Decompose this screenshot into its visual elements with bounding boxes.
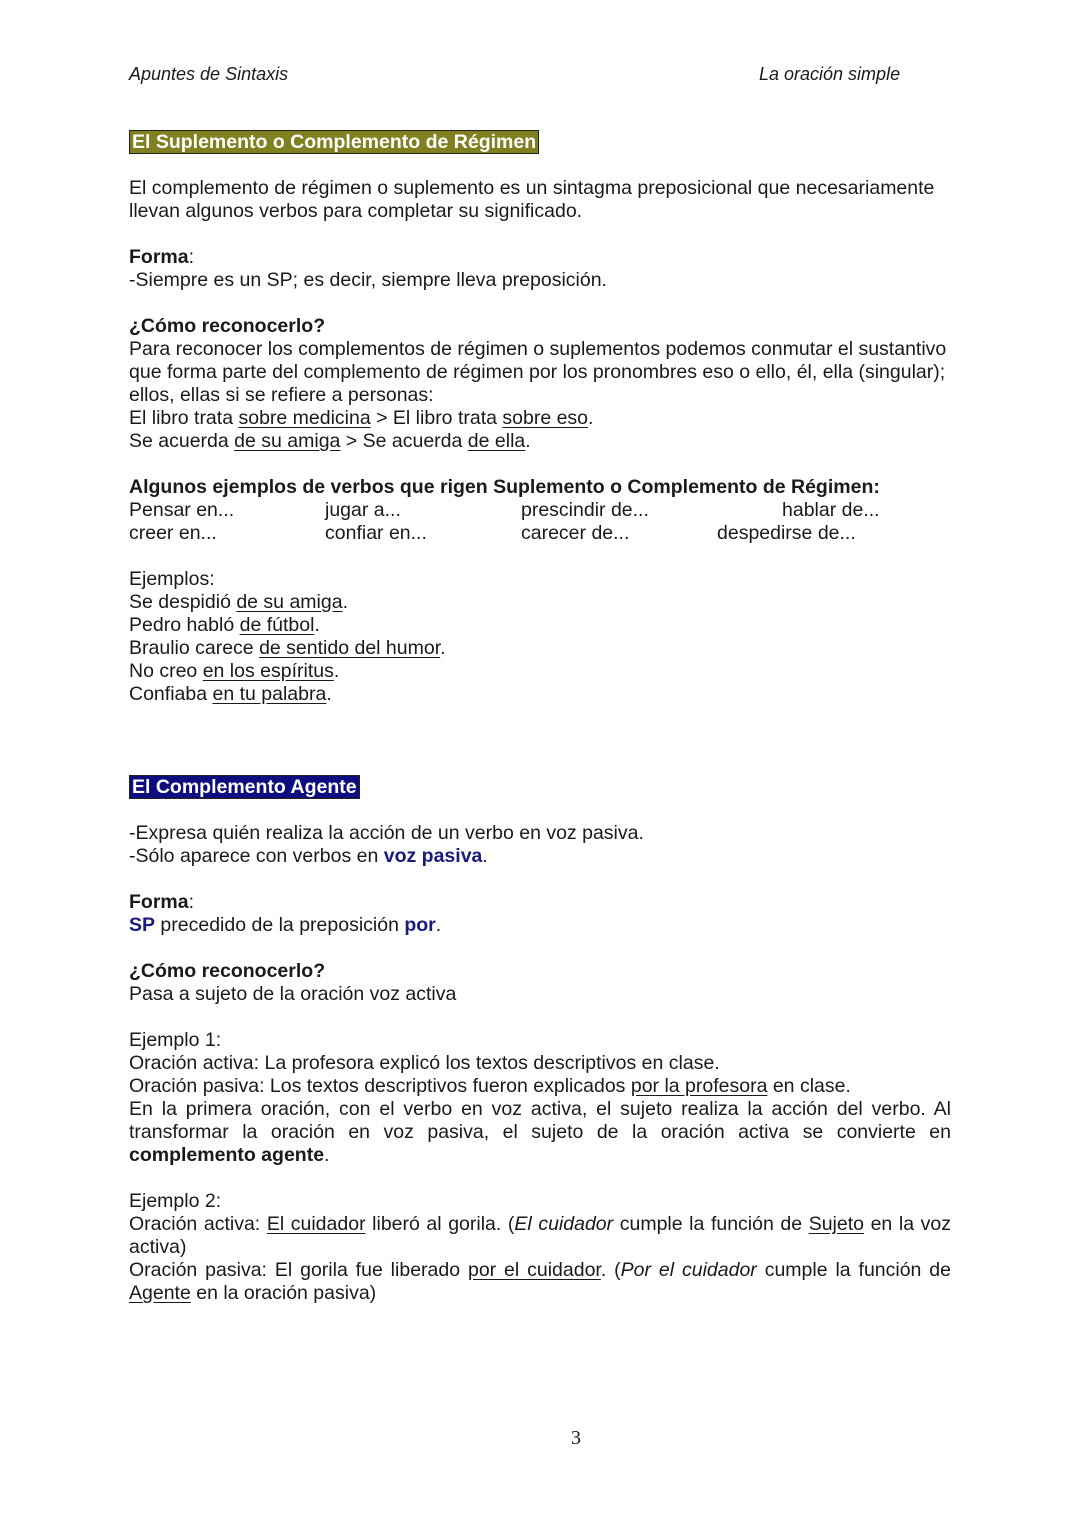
text: En la primera oración, con el verbo en voz activa, el sujeto realiza la acción del verbo. Al transformar la oración en voz pasiva, el sujeto de la oración activa se convierte en [129, 1098, 951, 1143]
section-title-suplemento: El Suplemento o Complemento de Régimen [129, 130, 539, 154]
forma-line: Forma: [129, 246, 195, 268]
text: . [482, 845, 488, 867]
ejemplo1-label: Ejemplo 1: [129, 1029, 222, 1051]
text: . [588, 407, 594, 429]
italic-text: Por el cuidador [620, 1259, 757, 1281]
text: . [435, 914, 442, 936]
verb-item: hablar de... [782, 499, 880, 521]
section-title-agente: El Complemento Agente [129, 775, 360, 799]
forma-label: Forma [129, 246, 189, 268]
suplemento-intro: El complemento de régimen o suplemento es un sintagma preposicional que necesariamente llevan algunos verbos para completar su significado. [129, 177, 935, 222]
reconocer-label: ¿Cómo reconocerlo? [129, 960, 326, 982]
italic-text: El cuidador [514, 1213, 614, 1235]
text: Confiaba [129, 683, 213, 705]
text: precedido de la preposición [155, 914, 405, 936]
text: Oración pasiva: El gorila fue liberado [129, 1259, 468, 1281]
text: liberó al gorila. ( [365, 1213, 515, 1235]
text: . [525, 430, 531, 452]
ejemplo-line [129, 591, 951, 614]
underlined-text: de su amiga [236, 591, 343, 613]
forma-text [129, 914, 951, 937]
underlined-text: sobre medicina [238, 407, 371, 429]
text: El libro trata [129, 407, 239, 429]
verb-item: carecer de... [521, 522, 630, 544]
reconocer-label: ¿Cómo reconocerlo? [129, 315, 326, 337]
agente-line2 [129, 845, 951, 868]
example-line [129, 407, 951, 430]
verb-item: jugar a... [325, 499, 401, 521]
text: en la oración pasiva) [190, 1282, 377, 1304]
verb-item: Pensar en... [129, 499, 235, 521]
text: Pedro habló [129, 614, 240, 636]
forma-text: -Siempre es un SP; es decir, siempre lleva preposición. [129, 269, 607, 291]
document-body [129, 130, 951, 1305]
text: Se despidió [129, 591, 237, 613]
underlined-text: Agente [129, 1282, 191, 1304]
ejemplo1-activa: Oración activa: La profesora explicó los textos descriptivos en clase. [129, 1052, 720, 1074]
example-line [129, 430, 951, 453]
text: cumple la función de [756, 1259, 951, 1281]
ejemplo-line [129, 683, 951, 706]
text: -Sólo aparece con verbos en [129, 845, 384, 867]
underlined-text: de fútbol [239, 614, 315, 636]
verbs-title: Algunos ejemplos de verbos que rigen Suplemento o Complemento de Régimen: [129, 476, 880, 498]
underlined-text: por el cuidador [467, 1259, 601, 1281]
ejemplo-line [129, 637, 951, 660]
underlined-text: de sentido del humor [259, 637, 441, 659]
ejemplo2-activa [129, 1213, 951, 1259]
highlight-text: por [404, 914, 436, 936]
ejemplo2-label: Ejemplo 2: [129, 1190, 222, 1212]
reconocer-text: Para reconocer los complementos de régimen o suplementos podemos conmutar el sustantivo que forma parte del complemento de régimen por los pronombres eso o ello, él, ella (singular); ellos, ellas si se refiere a personas: [129, 338, 947, 406]
verbs-grid [129, 499, 951, 545]
text: > Se acuerda [340, 430, 468, 452]
verb-item: despedirse de... [717, 522, 856, 544]
underlined-text: en tu palabra [212, 683, 327, 705]
forma-line: Forma: [129, 891, 195, 913]
ejemplo-line [129, 614, 951, 637]
highlight-text: voz pasiva [383, 845, 483, 867]
reconocer-text: Pasa a sujeto de la oración voz activa [129, 983, 457, 1005]
underlined-text: El cuidador [266, 1213, 366, 1235]
text: Se acuerda [129, 430, 235, 452]
text: Oración pasiva: Los textos descriptivos fueron explicados [129, 1075, 631, 1097]
verb-item: creer en... [129, 522, 217, 544]
text: . ( [600, 1259, 621, 1281]
text: Braulio carece [129, 637, 260, 659]
text: . [314, 614, 320, 636]
header-left: Apuntes de Sintaxis [129, 64, 289, 84]
text: . [440, 637, 446, 659]
text: Oración activa: [129, 1213, 267, 1235]
ejemplos-label: Ejemplos: [129, 568, 215, 590]
ejemplo1-pasiva [129, 1075, 951, 1098]
highlight-text: SP [129, 914, 156, 936]
verb-item: confiar en... [325, 522, 427, 544]
forma-label: Forma [129, 891, 189, 913]
underlined-text: Sujeto [808, 1213, 864, 1235]
text: . [333, 660, 340, 682]
underlined-text: en los espíritus [202, 660, 334, 682]
text: > El libro trata [370, 407, 503, 429]
verb-item: prescindir de... [521, 499, 649, 521]
text: . [342, 591, 348, 613]
text: en la voz activa) [129, 1213, 951, 1258]
text: . [324, 1144, 330, 1166]
bold-text: complemento agente [129, 1144, 325, 1166]
text: No creo [129, 660, 203, 682]
page-number: 3 [571, 1427, 581, 1449]
agente-line1: -Expresa quién realiza la acción de un verbo en voz pasiva. [129, 822, 644, 844]
header-right: La oración simple [759, 64, 901, 84]
underlined-text: de ella [467, 430, 526, 452]
underlined-text: por la profesora [630, 1075, 768, 1097]
text: en clase. [767, 1075, 851, 1097]
underlined-text: de su amiga [234, 430, 341, 452]
underlined-text: sobre eso [502, 407, 589, 429]
ejemplo-line [129, 660, 951, 683]
text: . [326, 683, 332, 705]
ejemplo2-pasiva [129, 1259, 951, 1305]
ejemplo1-explicacion [129, 1098, 951, 1167]
text: cumple la función de [613, 1213, 809, 1235]
